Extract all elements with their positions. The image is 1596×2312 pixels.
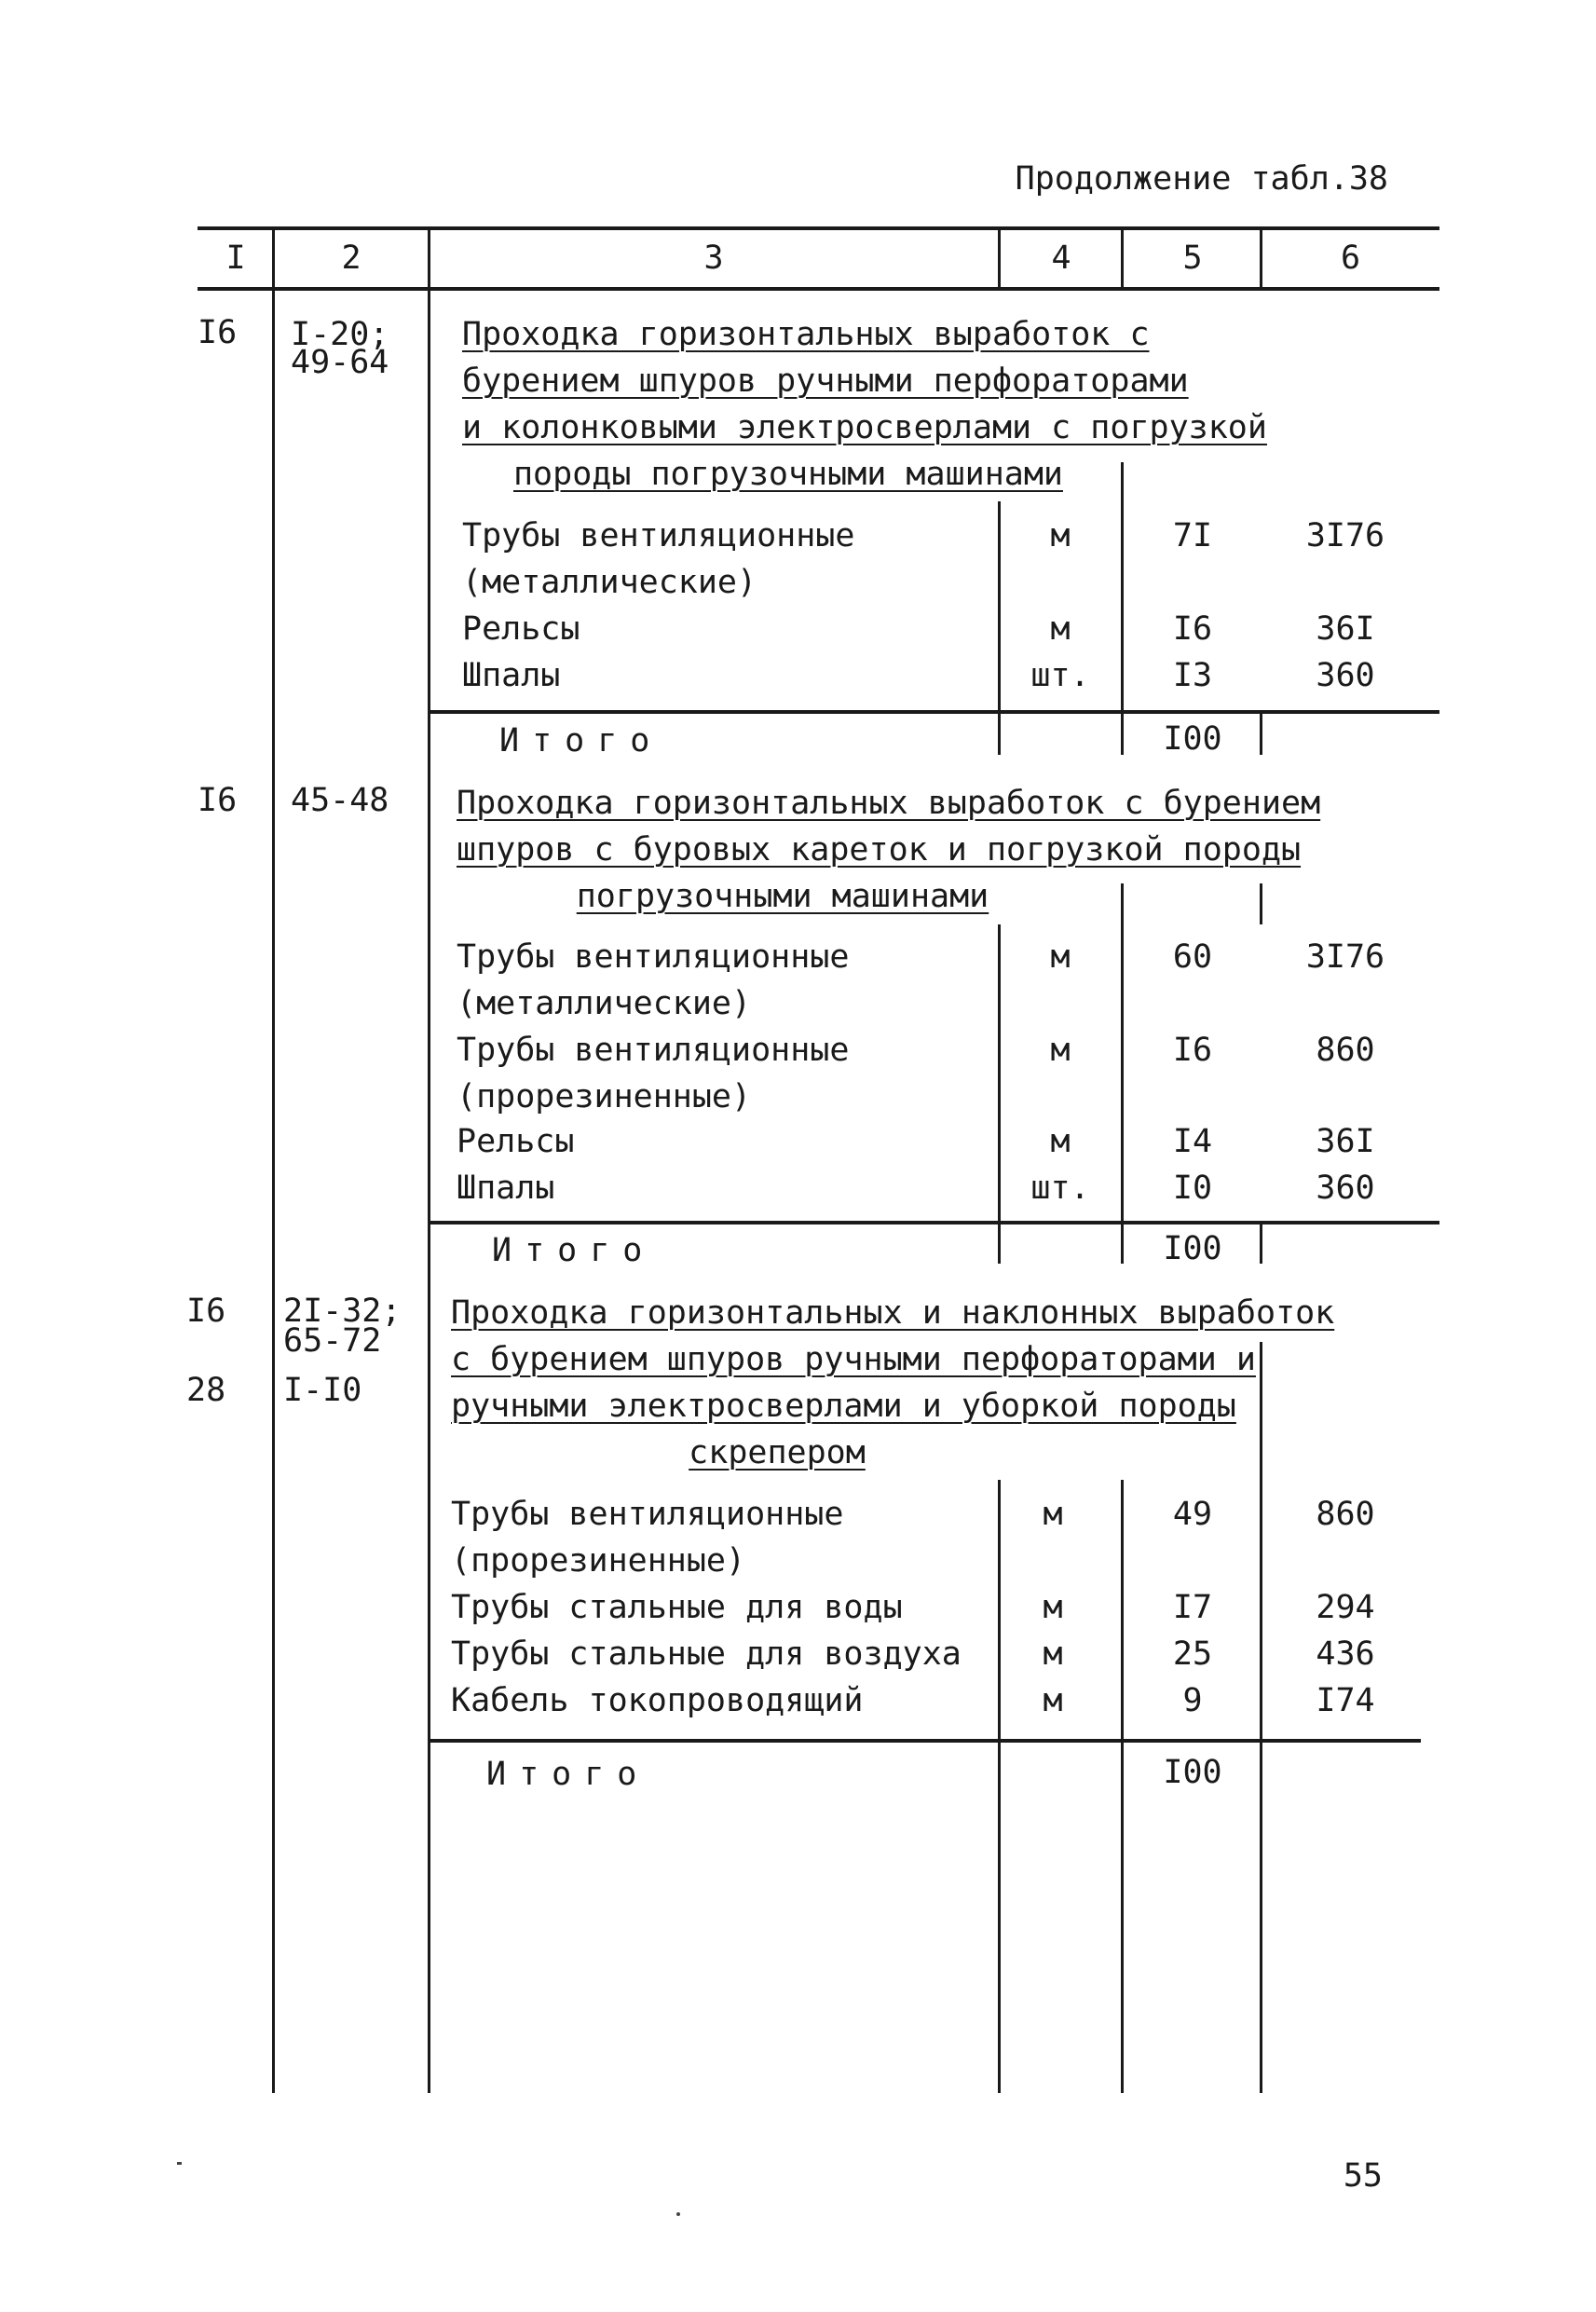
item-code: I74 [1316,1682,1375,1719]
section-title: Проходка горизонтальных выработок с бурением [457,785,1321,822]
header-col-divider [1260,226,1262,290]
item-percent: 7I [1172,517,1213,554]
row-divider [1260,883,1262,924]
item-code: 36I [1316,1123,1375,1160]
total-label: Итого [486,1756,650,1793]
item-percent: I0 [1172,1170,1213,1207]
section-title: и колонковыми электросверлами с погрузкой [462,409,1267,446]
section-number: I6 [198,782,238,819]
row-divider [1121,1224,1124,1264]
item-unit: м [1043,1589,1063,1626]
item-name: Рельсы [462,610,580,648]
column-header-2: 2 [341,239,361,277]
row-divider [998,714,1001,755]
total-rule [430,1739,1421,1743]
column-header-1: I [225,239,246,277]
item-unit: м [1050,1123,1071,1160]
table-header-bottom-rule [198,287,1439,291]
row-divider [1121,883,1124,1223]
column-header-4: 4 [1051,239,1071,277]
item-name: Трубы вентиляционные [451,1496,844,1533]
section-title: Проходка горизонтальных и наклонных выработок [451,1294,1335,1332]
item-name: Трубы вентиляционные [457,938,850,976]
item-name: Кабель токопроводящий [451,1682,864,1719]
item-unit: м [1043,1682,1063,1719]
item-code: 3I76 [1305,938,1385,976]
table-top-rule [198,226,1439,230]
body-col-divider [272,290,275,2093]
item-percent: 60 [1172,938,1213,976]
column-header-5: 5 [1182,239,1203,277]
item-percent: 25 [1172,1635,1213,1673]
total-value: I00 [1163,720,1222,758]
row-divider [998,501,1001,712]
item-code: 3I76 [1305,517,1385,554]
column-header-3: 3 [703,239,724,277]
section-ref: 2I-32; [283,1293,402,1330]
section-title: погрузочными машинами [576,878,989,915]
item-name: Шпалы [457,1170,555,1207]
item-percent: I4 [1172,1123,1213,1160]
item-name: (прорезиненные) [457,1078,752,1115]
item-name: (прорезиненные) [451,1542,746,1580]
section-ref: 45-48 [291,782,389,819]
item-name: Рельсы [457,1123,575,1160]
item-code: 360 [1316,1170,1375,1207]
item-code: 860 [1316,1496,1375,1533]
item-name: (металлические) [457,985,752,1022]
item-unit: м [1043,1635,1063,1673]
total-label: Итого [499,722,663,759]
row-divider [998,1480,1001,2093]
section-number: I6 [186,1293,226,1330]
section-ref: I-I0 [283,1372,362,1409]
item-name: Трубы стальные для воды [451,1589,903,1626]
scan-speck [177,2162,182,2165]
section-number: 28 [186,1372,226,1409]
total-label: Итого [492,1232,656,1269]
item-percent: 9 [1182,1682,1203,1719]
total-value: I00 [1163,1754,1222,1791]
table-continuation-caption: Продолжение табл.38 [1015,160,1388,198]
item-name: Трубы вентиляционные [457,1032,850,1069]
section-ref: 49-64 [291,344,389,381]
header-col-divider [272,226,275,290]
section-ref: I-20; [291,316,389,353]
row-divider [998,924,1001,1223]
item-percent: I7 [1172,1589,1213,1626]
section-title: Проходка горизонтальных выработок с [462,316,1150,353]
header-col-divider [1121,226,1124,290]
item-code: 36I [1316,610,1375,648]
total-rule [430,1221,1439,1224]
section-title: породы погрузочными машинами [512,456,1063,493]
row-divider [998,1224,1001,1264]
item-unit: шт. [1030,657,1090,694]
section-number: I6 [198,314,238,351]
item-unit: м [1050,938,1071,976]
column-header-6: 6 [1340,239,1361,277]
item-code: 436 [1316,1635,1375,1673]
header-col-divider [428,226,430,290]
section-title: ручными электросверлами и уборкой породы [451,1388,1236,1425]
item-name: (металлические) [462,564,757,601]
item-unit: шт. [1030,1170,1090,1207]
row-divider [1260,1224,1262,1264]
item-code: 360 [1316,657,1375,694]
item-name: Трубы стальные для воздуха [451,1635,962,1673]
item-unit: м [1050,610,1071,648]
scan-speck [676,2212,680,2216]
page-number: 55 [1343,2157,1383,2195]
body-col-divider [428,290,430,2093]
item-percent: I6 [1172,1032,1213,1069]
row-divider [1260,714,1262,755]
item-unit: м [1043,1496,1063,1533]
item-percent: I3 [1172,657,1213,694]
item-name: Шпалы [462,657,561,694]
item-code: 860 [1316,1032,1375,1069]
row-divider [1121,462,1124,712]
row-divider [1121,714,1124,755]
section-title: с бурением шпуров ручными перфораторами и [451,1341,1256,1378]
item-unit: м [1050,1032,1071,1069]
item-percent: I6 [1172,610,1213,648]
header-col-divider [998,226,1001,290]
row-divider [1260,1342,1262,2093]
total-value: I00 [1163,1230,1222,1267]
item-code: 294 [1316,1589,1375,1626]
section-title: бурением шпуров ручными перфораторами [462,363,1189,400]
item-unit: м [1050,517,1071,554]
item-percent: 49 [1172,1496,1213,1533]
item-name: Трубы вентиляционные [462,517,855,554]
total-rule [430,710,1439,714]
section-title: скрепером [689,1434,866,1471]
section-ref: 65-72 [283,1322,382,1360]
section-title: шпуров с буровых кареток и погрузкой породы [457,831,1302,869]
